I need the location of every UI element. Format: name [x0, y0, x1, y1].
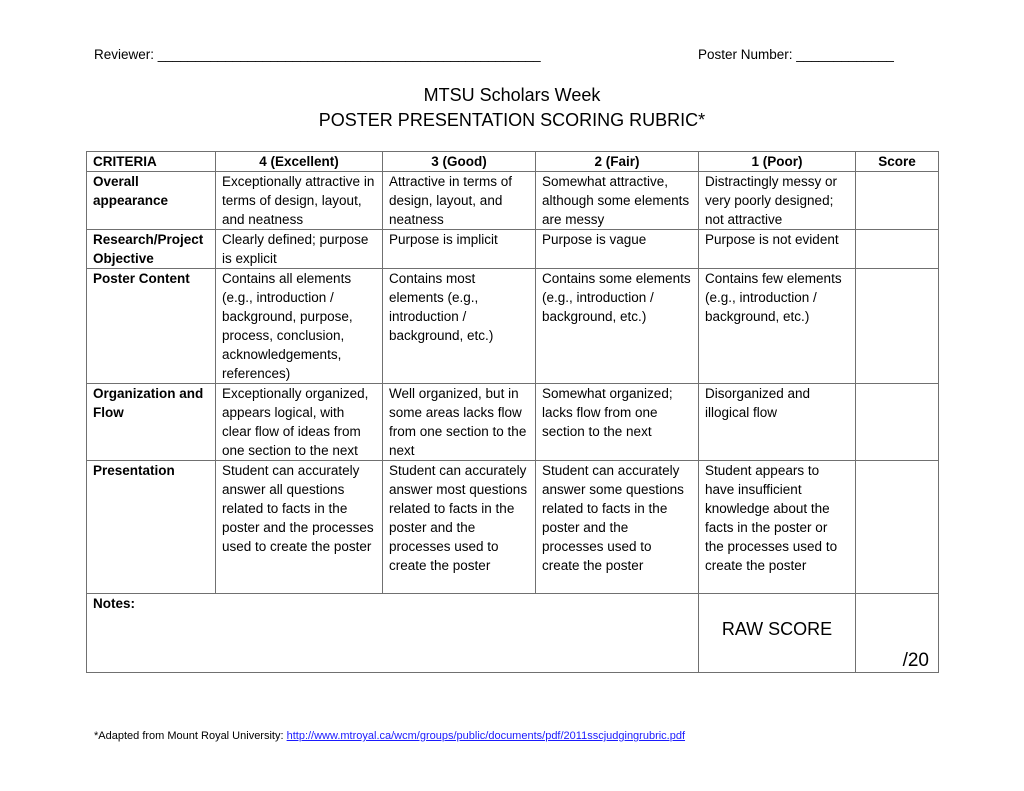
cell-excellent: Contains all elements (e.g., introduction / background, purpose, process, conclusion, acknowledgements, references) [216, 269, 383, 384]
score-cell-organization-flow[interactable] [856, 384, 939, 461]
scoring-rubric-table [86, 151, 939, 673]
cell-fair: Somewhat attractive, although some elements are messy [536, 172, 699, 230]
table-row [87, 230, 939, 269]
raw-score-label: RAW SCORE [721, 619, 833, 639]
cell-fair: Student can accurately answer some questions related to facts in the poster and the processes used to create the poster [536, 461, 699, 594]
cell-good: Well organized, but in some areas lacks flow from one section to the next [383, 384, 536, 461]
criteria-overall-appearance: Overall appearance [87, 172, 216, 230]
cell-fair: Contains some elements (e.g., introduction / background, etc.) [536, 269, 699, 384]
table-header-row [87, 152, 939, 172]
total-score-max: /20 [902, 650, 929, 671]
score-cell-overall-appearance[interactable] [856, 172, 939, 230]
notes-field[interactable] [87, 594, 699, 673]
cell-poor: Disorganized and illogical flow [699, 384, 856, 461]
table-row [87, 384, 939, 461]
table-row [87, 269, 939, 384]
header-good: 3 (Good) [383, 152, 536, 172]
criteria-poster-content: Poster Content [87, 269, 216, 384]
cell-excellent: Student can accurately answer all questions related to facts in the poster and the processes used to create the poster [216, 461, 383, 594]
header-fair: 2 (Fair) [536, 152, 699, 172]
header-poor: 1 (Poor) [699, 152, 856, 172]
cell-fair: Somewhat organized; lacks flow from one section to the next [536, 384, 699, 461]
cell-fair: Purpose is vague [536, 230, 699, 269]
cell-good: Contains most elements (e.g., introduction / background, etc.) [383, 269, 536, 384]
cell-excellent: Exceptionally organized, appears logical, with clear flow of ideas from one section to the next [216, 384, 383, 461]
score-cell-poster-content[interactable] [856, 269, 939, 384]
table-row [87, 172, 939, 230]
cell-excellent: Exceptionally attractive in terms of design, layout, and neatness [216, 172, 383, 230]
criteria-presentation: Presentation [87, 461, 216, 594]
reviewer-field[interactable]: Reviewer: ___________________________________________________ [94, 47, 541, 62]
table-row [87, 461, 939, 594]
header-score: Score [856, 152, 939, 172]
criteria-organization-flow: Organization and Flow [87, 384, 216, 461]
score-cell-research-objective[interactable] [856, 230, 939, 269]
notes-label: Notes: [93, 596, 136, 611]
cell-poor: Purpose is not evident [699, 230, 856, 269]
header-criteria: CRITERIA [87, 152, 216, 172]
footnote [94, 730, 685, 742]
poster-number-field[interactable]: Poster Number: _____________ [698, 47, 894, 62]
cell-poor: Contains few elements (e.g., introduction / background, etc.) [699, 269, 856, 384]
header-excellent: 4 (Excellent) [216, 152, 383, 172]
criteria-research-objective: Research/Project Objective [87, 230, 216, 269]
footnote-text: *Adapted from Mount Royal University: [94, 730, 287, 742]
source-link[interactable]: http://www.mtroyal.ca/wcm/groups/public/documents/pdf/2011sscjudgingrubric.pdf [286, 730, 686, 742]
cell-good: Attractive in terms of design, layout, and neatness [383, 172, 536, 230]
cell-poor: Distractingly messy or very poorly designed; not attractive [699, 172, 856, 230]
total-score-field[interactable] [856, 594, 939, 673]
cell-good: Purpose is implicit [383, 230, 536, 269]
score-cell-presentation[interactable] [856, 461, 939, 594]
title-rubric: POSTER PRESENTATION SCORING RUBRIC* [318, 110, 706, 130]
page-title [0, 83, 1024, 133]
title-event: MTSU Scholars Week [423, 85, 601, 105]
cell-good: Student can accurately answer most questions related to facts in the poster and the processes used to create the poster [383, 461, 536, 594]
cell-poor: Student appears to have insufficient knowledge about the facts in the poster or the processes used to create the poster [699, 461, 856, 594]
notes-row [87, 594, 939, 673]
raw-score-cell [699, 594, 856, 673]
cell-excellent: Clearly defined; purpose is explicit [216, 230, 383, 269]
